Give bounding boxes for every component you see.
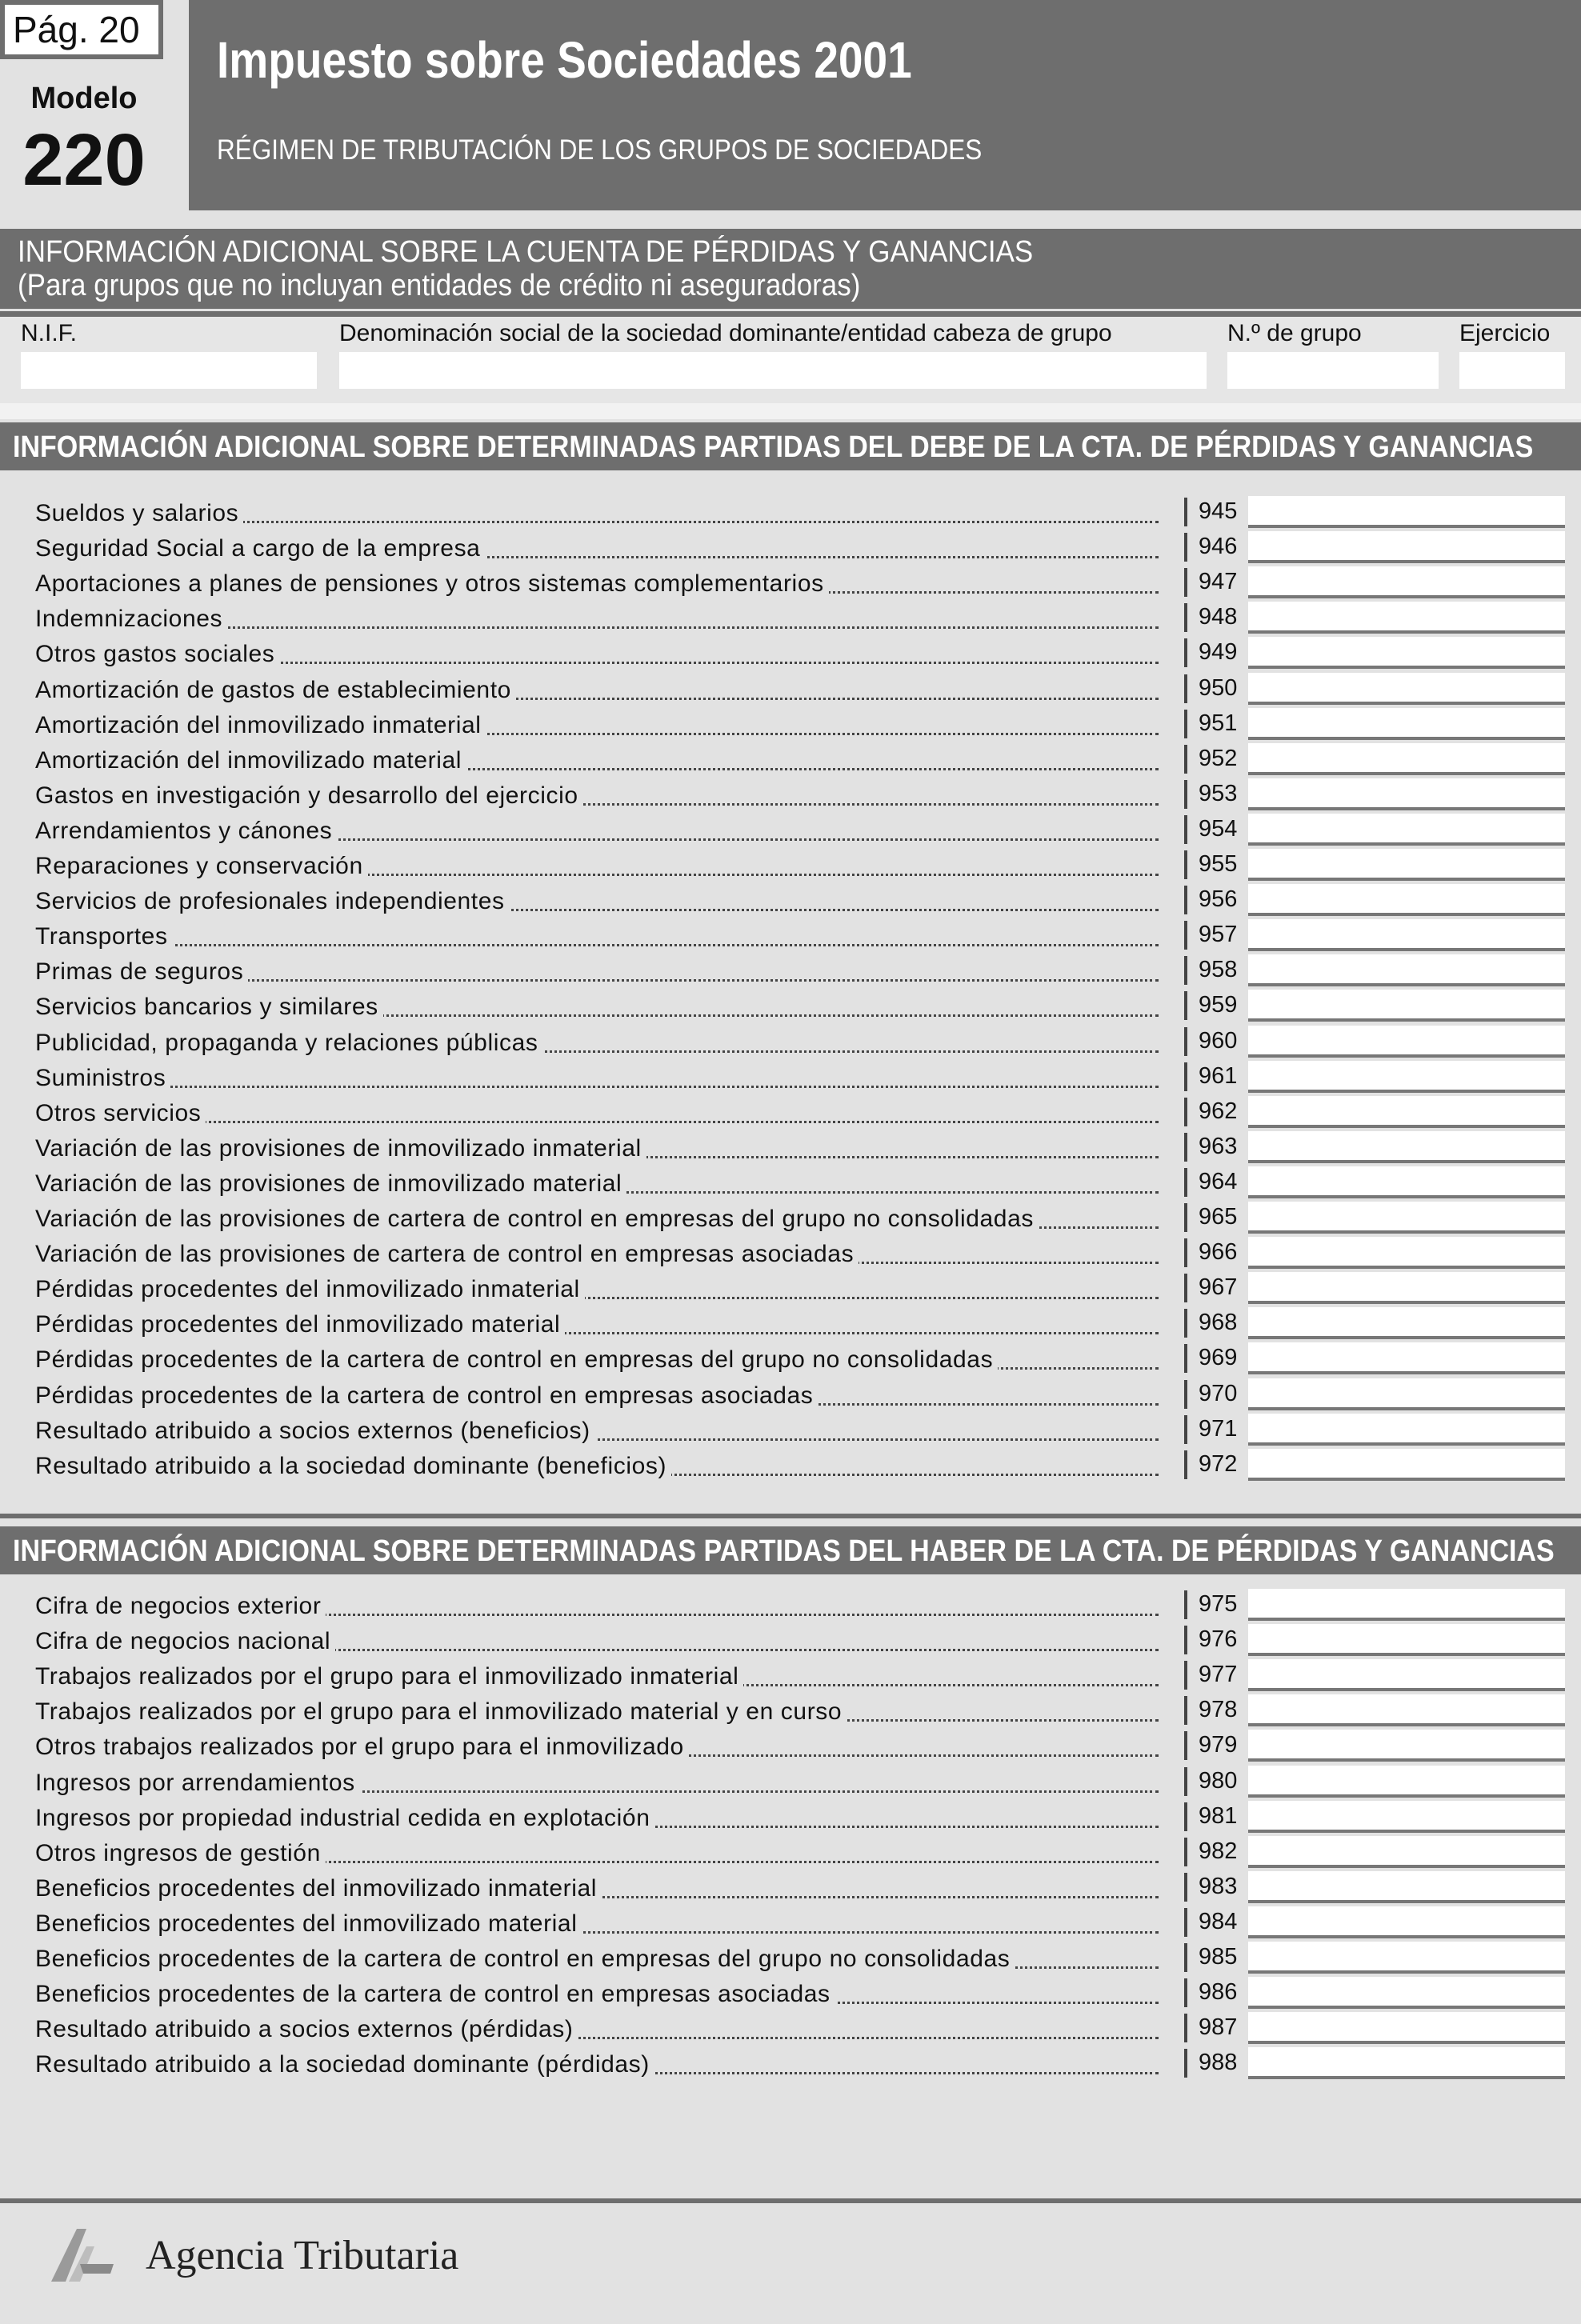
form-row bbox=[0, 1836, 1581, 1871]
amount-field[interactable] bbox=[1248, 849, 1565, 881]
box-code: 975 bbox=[1184, 1590, 1248, 1619]
amount-field[interactable] bbox=[1248, 1589, 1565, 1621]
divider bbox=[0, 311, 1581, 317]
row-label-area bbox=[35, 1026, 1159, 1061]
amount-field[interactable] bbox=[1248, 919, 1565, 951]
row-label-area bbox=[35, 1977, 1159, 2012]
box-code: 954 bbox=[1184, 815, 1248, 844]
box-code: 951 bbox=[1184, 710, 1248, 738]
form-row bbox=[0, 1202, 1581, 1237]
row-label: Beneficios procedentes de la cartera de control en empresas asociadas bbox=[35, 1977, 835, 2012]
amount-field[interactable] bbox=[1248, 1694, 1565, 1726]
row-label-area bbox=[35, 1449, 1159, 1484]
page-number: Pág. 20 bbox=[5, 5, 158, 54]
box-code: 945 bbox=[1184, 498, 1248, 526]
row-label: Variación de las provisiones de cartera de control en empresas del grupo no consolidadas bbox=[35, 1202, 1039, 1237]
denominacion-label: Denominación social de la sociedad dominante/entidad cabeza de grupo bbox=[339, 320, 1112, 346]
row-label: Beneficios procedentes de la cartera de control en empresas del grupo no consolidadas bbox=[35, 1942, 1015, 1977]
row-label-area bbox=[35, 531, 1159, 566]
amount-field[interactable] bbox=[1248, 1801, 1565, 1833]
amount-field[interactable] bbox=[1248, 1659, 1565, 1691]
row-label-area bbox=[35, 814, 1159, 849]
row-label-area bbox=[35, 602, 1159, 637]
row-label: Indemnizaciones bbox=[35, 602, 227, 637]
row-label-area bbox=[35, 1906, 1159, 1942]
row-label: Suministros bbox=[35, 1061, 170, 1096]
row-label: Ingresos por arrendamientos bbox=[35, 1766, 360, 1801]
title-band bbox=[189, 0, 1581, 210]
form-row bbox=[0, 1589, 1581, 1624]
box-code: 970 bbox=[1184, 1380, 1248, 1409]
agencia-tributaria-logo-icon bbox=[45, 2224, 117, 2288]
grupo-input[interactable] bbox=[1227, 352, 1439, 389]
row-label-area bbox=[35, 1871, 1159, 1906]
amount-field[interactable] bbox=[1248, 1871, 1565, 1903]
form-row bbox=[0, 1449, 1581, 1484]
info-subtitle: (Para grupos que no incluyan entidades de crédito ni aseguradoras) bbox=[18, 269, 861, 302]
amount-field[interactable] bbox=[1248, 2047, 1565, 2079]
page-title: Impuesto sobre Sociedades 2001 bbox=[217, 31, 912, 89]
row-label: Pérdidas procedentes de la cartera de control en empresas del grupo no consolidadas bbox=[35, 1342, 998, 1378]
form-row bbox=[0, 919, 1581, 954]
row-label: Arrendamientos y cánones bbox=[35, 814, 337, 849]
form-row bbox=[0, 1977, 1581, 2012]
row-label: Resultado atribuido a la sociedad dominante (beneficios) bbox=[35, 1449, 671, 1484]
box-code: 949 bbox=[1184, 638, 1248, 667]
denominacion-input[interactable] bbox=[339, 352, 1207, 389]
box-code: 950 bbox=[1184, 674, 1248, 703]
amount-field[interactable] bbox=[1248, 1131, 1565, 1163]
box-code: 960 bbox=[1184, 1027, 1248, 1056]
form-row bbox=[0, 1131, 1581, 1166]
row-label-area bbox=[35, 743, 1159, 778]
row-label: Otros ingresos de gestión bbox=[35, 1836, 326, 1871]
form-row bbox=[0, 778, 1581, 814]
row-label: Publicidad, propaganda y relaciones públicas bbox=[35, 1026, 542, 1061]
form-row bbox=[0, 1342, 1581, 1378]
form-row bbox=[0, 743, 1581, 778]
row-label: Servicios de profesionales independientes bbox=[35, 884, 510, 919]
row-label: Beneficios procedentes del inmovilizado inmaterial bbox=[35, 1871, 602, 1906]
row-label: Amortización del inmovilizado inmaterial bbox=[35, 708, 486, 743]
form-row bbox=[0, 1730, 1581, 1765]
form-row bbox=[0, 1414, 1581, 1449]
amount-field[interactable] bbox=[1248, 708, 1565, 740]
box-code: 956 bbox=[1184, 886, 1248, 914]
amount-field[interactable] bbox=[1248, 990, 1565, 1022]
box-code: 964 bbox=[1184, 1168, 1248, 1197]
box-code: 982 bbox=[1184, 1838, 1248, 1866]
amount-field[interactable] bbox=[1248, 814, 1565, 846]
haber-section-title: INFORMACIÓN ADICIONAL SOBRE DETERMINADAS PARTIDAS DEL HABER DE LA CTA. DE PÉRDIDAS Y GANANCIAS bbox=[13, 1534, 1555, 1568]
row-label-area bbox=[35, 1659, 1159, 1694]
box-code: 965 bbox=[1184, 1203, 1248, 1232]
row-label-area bbox=[35, 1624, 1159, 1659]
ejercicio-input[interactable] bbox=[1459, 352, 1565, 389]
row-label-area bbox=[35, 1730, 1159, 1765]
nif-label: N.I.F. bbox=[21, 320, 78, 346]
box-code: 948 bbox=[1184, 603, 1248, 632]
row-label-area bbox=[35, 778, 1159, 814]
box-code: 984 bbox=[1184, 1908, 1248, 1937]
row-label-area bbox=[35, 1202, 1159, 1237]
row-label: Seguridad Social a cargo de la empresa bbox=[35, 531, 485, 566]
amount-field[interactable] bbox=[1248, 566, 1565, 598]
box-code: 983 bbox=[1184, 1873, 1248, 1902]
form-row bbox=[0, 1026, 1581, 1061]
amount-field[interactable] bbox=[1248, 1307, 1565, 1339]
row-label: Transportes bbox=[35, 919, 173, 954]
form-row bbox=[0, 1659, 1581, 1694]
box-code: 963 bbox=[1184, 1133, 1248, 1162]
page-subtitle: RÉGIMEN DE TRIBUTACIÓN DE LOS GRUPOS DE SOCIEDADES bbox=[217, 134, 983, 166]
modelo-box bbox=[0, 70, 168, 210]
form-row bbox=[0, 814, 1581, 849]
row-label-area bbox=[35, 1694, 1159, 1730]
row-label-area bbox=[35, 1166, 1159, 1202]
box-code: 959 bbox=[1184, 991, 1248, 1020]
box-code: 977 bbox=[1184, 1661, 1248, 1690]
box-code: 987 bbox=[1184, 2014, 1248, 2042]
amount-field[interactable] bbox=[1248, 2012, 1565, 2044]
box-code: 953 bbox=[1184, 780, 1248, 809]
box-code: 988 bbox=[1184, 2049, 1248, 2078]
form-row bbox=[0, 602, 1581, 637]
amount-field[interactable] bbox=[1248, 1237, 1565, 1269]
row-label: Amortización del inmovilizado material bbox=[35, 743, 466, 778]
amount-field[interactable] bbox=[1248, 1342, 1565, 1374]
box-code: 972 bbox=[1184, 1450, 1248, 1479]
box-code: 957 bbox=[1184, 921, 1248, 950]
row-label: Variación de las provisiones de cartera de control en empresas asociadas bbox=[35, 1237, 859, 1272]
page-number-box bbox=[0, 0, 163, 59]
amount-field[interactable] bbox=[1248, 1942, 1565, 1974]
form-row bbox=[0, 708, 1581, 743]
box-code: 962 bbox=[1184, 1098, 1248, 1126]
info-band bbox=[0, 229, 1581, 309]
amount-field[interactable] bbox=[1248, 884, 1565, 916]
amount-field[interactable] bbox=[1248, 1449, 1565, 1481]
form-row bbox=[0, 566, 1581, 602]
row-label: Trabajos realizados por el grupo para el inmovilizado material y en curso bbox=[35, 1694, 847, 1730]
amount-field[interactable] bbox=[1248, 1378, 1565, 1410]
box-code: 986 bbox=[1184, 1978, 1248, 2007]
amount-field[interactable] bbox=[1248, 1272, 1565, 1304]
row-label-area bbox=[35, 1766, 1159, 1801]
row-label: Beneficios procedentes del inmovilizado material bbox=[35, 1906, 582, 1942]
row-label-area bbox=[35, 919, 1159, 954]
row-label-area bbox=[35, 1414, 1159, 1449]
row-label: Primas de seguros bbox=[35, 954, 248, 990]
row-label: Reparaciones y conservación bbox=[35, 849, 368, 884]
row-label: Resultado atribuido a la sociedad dominante (pérdidas) bbox=[35, 2047, 654, 2082]
row-label-area bbox=[35, 496, 1159, 531]
amount-field[interactable] bbox=[1248, 1624, 1565, 1656]
form-row bbox=[0, 1871, 1581, 1906]
form-row bbox=[0, 849, 1581, 884]
row-label-area bbox=[35, 1378, 1159, 1414]
box-code: 980 bbox=[1184, 1767, 1248, 1796]
row-label: Otros gastos sociales bbox=[35, 637, 279, 672]
nif-input[interactable] bbox=[21, 352, 317, 389]
row-label: Resultado atribuido a socios externos (beneficios) bbox=[35, 1414, 595, 1449]
amount-field[interactable] bbox=[1248, 673, 1565, 705]
form-row bbox=[0, 1096, 1581, 1131]
row-label-area bbox=[35, 849, 1159, 884]
box-code: 947 bbox=[1184, 568, 1248, 597]
form-row bbox=[0, 1766, 1581, 1801]
row-label-area bbox=[35, 1836, 1159, 1871]
spacer bbox=[0, 403, 1581, 419]
form-row bbox=[0, 1942, 1581, 1977]
form-row bbox=[0, 884, 1581, 919]
grupo-label: N.º de grupo bbox=[1227, 320, 1362, 346]
amount-field[interactable] bbox=[1248, 637, 1565, 669]
row-label-area bbox=[35, 566, 1159, 602]
box-code: 961 bbox=[1184, 1062, 1248, 1091]
form-row bbox=[0, 1378, 1581, 1414]
form-row bbox=[0, 1694, 1581, 1730]
row-label: Ingresos por propiedad industrial cedida en explotación bbox=[35, 1801, 654, 1836]
row-label: Pérdidas procedentes de la cartera de control en empresas asociadas bbox=[35, 1378, 818, 1414]
row-label-area bbox=[35, 1589, 1159, 1624]
form-row bbox=[0, 1307, 1581, 1342]
box-code: 966 bbox=[1184, 1238, 1248, 1267]
info-title: INFORMACIÓN ADICIONAL SOBRE LA CUENTA DE PÉRDIDAS Y GANANCIAS bbox=[18, 235, 1034, 269]
box-code: 978 bbox=[1184, 1696, 1248, 1725]
form-row bbox=[0, 1166, 1581, 1202]
box-code: 958 bbox=[1184, 956, 1248, 985]
amount-field[interactable] bbox=[1248, 1096, 1565, 1128]
box-code: 968 bbox=[1184, 1309, 1248, 1338]
amount-field[interactable] bbox=[1248, 1061, 1565, 1093]
row-label-area bbox=[35, 1272, 1159, 1307]
form-row bbox=[0, 1624, 1581, 1659]
modelo-number: 220 bbox=[22, 119, 146, 201]
amount-field[interactable] bbox=[1248, 1730, 1565, 1762]
row-label: Resultado atribuido a socios externos (pérdidas) bbox=[35, 2012, 578, 2047]
box-code: 985 bbox=[1184, 1943, 1248, 1972]
row-label-area bbox=[35, 1061, 1159, 1096]
row-label: Otros trabajos realizados por el grupo para el inmovilizado bbox=[35, 1730, 689, 1765]
row-label-area bbox=[35, 1801, 1159, 1836]
amount-field[interactable] bbox=[1248, 743, 1565, 775]
row-label-area bbox=[35, 673, 1159, 708]
row-label-area bbox=[35, 708, 1159, 743]
form-row bbox=[0, 1061, 1581, 1096]
amount-field[interactable] bbox=[1248, 954, 1565, 986]
row-label-area bbox=[35, 2012, 1159, 2047]
dot-leader bbox=[35, 1086, 1159, 1088]
form-row bbox=[0, 2047, 1581, 2082]
dot-leader bbox=[35, 944, 1159, 946]
form-row bbox=[0, 496, 1581, 531]
row-label: Variación de las provisiones de inmovilizado material bbox=[35, 1166, 626, 1202]
row-label: Sueldos y salarios bbox=[35, 496, 243, 531]
row-label: Cifra de negocios nacional bbox=[35, 1624, 335, 1659]
row-label-area bbox=[35, 1237, 1159, 1272]
form-row bbox=[0, 531, 1581, 566]
amount-field[interactable] bbox=[1248, 1977, 1565, 2009]
row-label-area bbox=[35, 1131, 1159, 1166]
debe-section-title: INFORMACIÓN ADICIONAL SOBRE DETERMINADAS PARTIDAS DEL DEBE DE LA CTA. DE PÉRDIDAS Y GANANCIAS bbox=[13, 430, 1534, 464]
row-label: Pérdidas procedentes del inmovilizado material bbox=[35, 1307, 565, 1342]
form-row bbox=[0, 637, 1581, 672]
section-divider bbox=[0, 1514, 1581, 1518]
box-code: 969 bbox=[1184, 1344, 1248, 1373]
box-code: 955 bbox=[1184, 850, 1248, 879]
form-row bbox=[0, 1237, 1581, 1272]
row-label: Servicios bancarios y similares bbox=[35, 990, 383, 1025]
box-code: 967 bbox=[1184, 1274, 1248, 1302]
row-label-area bbox=[35, 1307, 1159, 1342]
form-row bbox=[0, 1906, 1581, 1942]
box-code: 952 bbox=[1184, 745, 1248, 774]
form-row bbox=[0, 1801, 1581, 1836]
row-label-area bbox=[35, 637, 1159, 672]
amount-field[interactable] bbox=[1248, 1414, 1565, 1446]
row-label: Gastos en investigación y desarrollo del ejercicio bbox=[35, 778, 583, 814]
row-label-area bbox=[35, 884, 1159, 919]
row-label: Pérdidas procedentes del inmovilizado inmaterial bbox=[35, 1272, 585, 1307]
form-row bbox=[0, 673, 1581, 708]
amount-field[interactable] bbox=[1248, 602, 1565, 634]
row-label-area bbox=[35, 1942, 1159, 1977]
amount-field[interactable] bbox=[1248, 1202, 1565, 1234]
row-label: Amortización de gastos de establecimiento bbox=[35, 673, 516, 708]
row-label: Cifra de negocios exterior bbox=[35, 1589, 326, 1624]
amount-field[interactable] bbox=[1248, 1836, 1565, 1868]
box-code: 979 bbox=[1184, 1731, 1248, 1760]
box-code: 981 bbox=[1184, 1802, 1248, 1831]
amount-field[interactable] bbox=[1248, 1906, 1565, 1938]
box-code: 946 bbox=[1184, 533, 1248, 562]
row-label-area bbox=[35, 2047, 1159, 2082]
haber-section-header bbox=[0, 1526, 1581, 1574]
box-code: 976 bbox=[1184, 1626, 1248, 1654]
ejercicio-label: Ejercicio bbox=[1459, 320, 1551, 346]
row-label-area bbox=[35, 1342, 1159, 1378]
form-row bbox=[0, 2012, 1581, 2047]
row-label: Aportaciones a planes de pensiones y otros sistemas complementarios bbox=[35, 566, 829, 602]
form-row bbox=[0, 1272, 1581, 1307]
amount-field[interactable] bbox=[1248, 1166, 1565, 1198]
form-row bbox=[0, 954, 1581, 990]
modelo-label: Modelo bbox=[30, 82, 138, 115]
amount-field[interactable] bbox=[1248, 1766, 1565, 1798]
row-label-area bbox=[35, 990, 1159, 1025]
row-label: Variación de las provisiones de inmovilizado inmaterial bbox=[35, 1131, 646, 1166]
box-code: 971 bbox=[1184, 1415, 1248, 1444]
amount-field[interactable] bbox=[1248, 496, 1565, 528]
amount-field[interactable] bbox=[1248, 1026, 1565, 1058]
amount-field[interactable] bbox=[1248, 531, 1565, 563]
agency-name: Agencia Tributaria bbox=[146, 2233, 459, 2278]
row-label: Trabajos realizados por el grupo para el inmovilizado inmaterial bbox=[35, 1659, 743, 1694]
debe-section-header bbox=[0, 422, 1581, 470]
row-label-area bbox=[35, 954, 1159, 990]
form-row bbox=[0, 990, 1581, 1025]
amount-field[interactable] bbox=[1248, 778, 1565, 810]
row-label: Otros servicios bbox=[35, 1096, 206, 1131]
row-label-area bbox=[35, 1096, 1159, 1131]
